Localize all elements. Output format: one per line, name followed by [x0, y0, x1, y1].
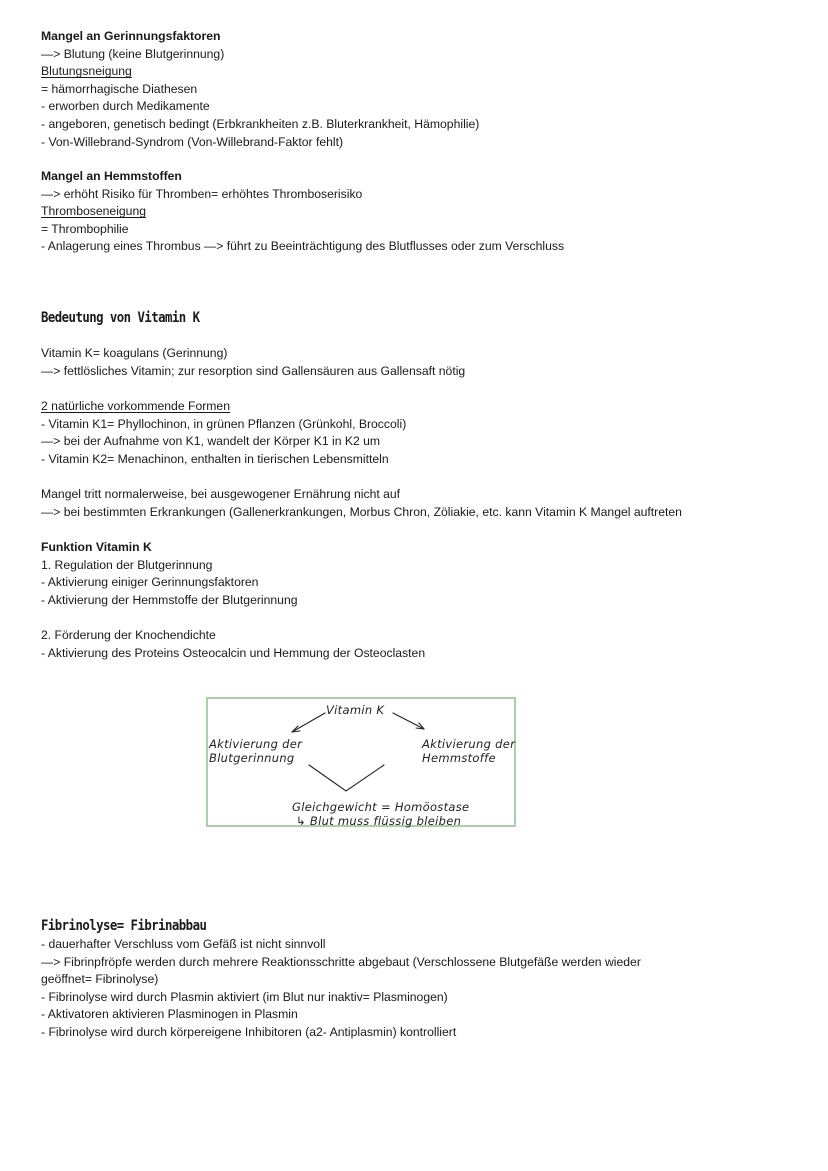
text-line: = Thrombophilie [41, 221, 129, 236]
text-line: 2. Förderung der Knochendichte [41, 628, 216, 642]
section-title: Fibrinolyse= Fibrinabbau [41, 918, 207, 934]
vitamin-k-function [41, 539, 798, 609]
section-heading: Mangel an Gerinnungsfaktoren [41, 29, 221, 43]
fibrinolyse-body [41, 936, 688, 1042]
text-line: - Vitamin K1= Phyllochinon, in grünen Pflanzen (Grünkohl, Broccoli) [41, 416, 407, 431]
text-line: = hämorrhagische Diathesen [41, 81, 198, 96]
text-line: Mangel tritt normalerweise, bei ausgewogener Ernährung nicht auf [41, 487, 401, 501]
text-line: - Aktivierung der Hemmstoffe der Blutgerinnung [41, 592, 298, 607]
text-line: - Anlagerung eines Thrombus —> führt zu Beeinträchtigung des Blutflusses oder zum Verschluss [41, 239, 565, 254]
vitamin-k-title [41, 309, 798, 327]
text-line: - Aktivierung des Proteins Osteocalcin und Hemmung der Osteoclasten [41, 645, 426, 660]
vitamin-k-function-2 [41, 627, 798, 662]
text-line: - Fibrinolyse wird durch körpereigene Inhibitoren (a2- Antiplasmin) kontrolliert [41, 1024, 457, 1039]
vitamin-k-forms [41, 398, 798, 468]
underlined-subheading: Blutungsneigung [41, 64, 132, 79]
text-line: —> Blutung (keine Blutgerinnung) [41, 46, 225, 61]
section-hemmstoffe [41, 168, 798, 256]
diagram-right-label-2: Hemmstoffe [422, 751, 496, 765]
diagram-right-label-1: Aktivierung der [422, 737, 516, 751]
text-line: - Vitamin K2= Menachinon, enthalten in tierischen Lebensmitteln [41, 451, 389, 466]
text-line: —> Fibrinpfröpfe werden durch mehrere Reaktionsschritte abgebaut (Verschlossene Blutgefäße werden wieder geöffnet= Fibrinolyse) [41, 954, 641, 987]
vitamin-k-intro [41, 345, 798, 380]
section-heading: Mangel an Hemmstoffen [41, 169, 182, 183]
text-line: 1. Regulation der Blutgerinnung [41, 557, 213, 572]
text-line: - erworben durch Medikamente [41, 99, 210, 114]
page-title: Bedeutung von Vitamin K [41, 310, 200, 326]
text-line: - dauerhafter Verschluss vom Gefäß ist nicht sinnvoll [41, 937, 326, 951]
underlined-subheading: Thromboseneigung [41, 204, 147, 219]
diagram-bottom-label-2: ↳ Blut muss flüssig bleiben [296, 814, 462, 828]
text-line: Vitamin K= koagulans (Gerinnung) [41, 346, 228, 360]
text-line: - Aktivatoren aktivieren Plasminogen in Plasmin [41, 1007, 298, 1022]
vitamin-k-deficiency [41, 486, 798, 521]
diagram-top-label: Vitamin K [326, 703, 385, 717]
text-line: —> bei der Aufnahme von K1, wandelt der Körper K1 in K2 um [41, 434, 381, 449]
underlined-subheading: 2 natürliche vorkommende Formen [41, 399, 230, 413]
diagram-left-label-1: Aktivierung der [209, 737, 303, 751]
diagram-bottom-label-1: Gleichgewicht = Homöostase [292, 800, 470, 814]
section-heading: Funktion Vitamin K [41, 540, 152, 554]
text-line: - Aktivierung einiger Gerinnungsfaktoren [41, 575, 259, 590]
diagram-left-label-2: Blutgerinnung [209, 751, 295, 765]
text-line: —> bei bestimmten Erkrankungen (Gallenerkrankungen, Morbus Chron, Zöliakie, etc. kann Vitamin K Mangel auftreten [41, 504, 682, 519]
text-line: - Von-Willebrand-Syndrom (Von-Willebrand-Faktor fehlt) [41, 134, 344, 149]
text-line: —> erhöht Risiko für Thromben= erhöhtes Thromboserisiko [41, 186, 363, 201]
fibrinolyse-title [41, 917, 798, 935]
section-gerinnungsfaktoren [41, 28, 798, 151]
text-line: - Fibrinolyse wird durch Plasmin aktiviert (im Blut nur inaktiv= Plasminogen) [41, 989, 448, 1004]
vitamin-k-diagram [206, 697, 516, 827]
text-line: —> fettlösliches Vitamin; zur resorption sind Gallensäuren aus Gallensaft nötig [41, 363, 466, 378]
text-line: - angeboren, genetisch bedingt (Erbkrankheiten z.B. Bluterkrankheit, Hämophilie) [41, 116, 480, 131]
